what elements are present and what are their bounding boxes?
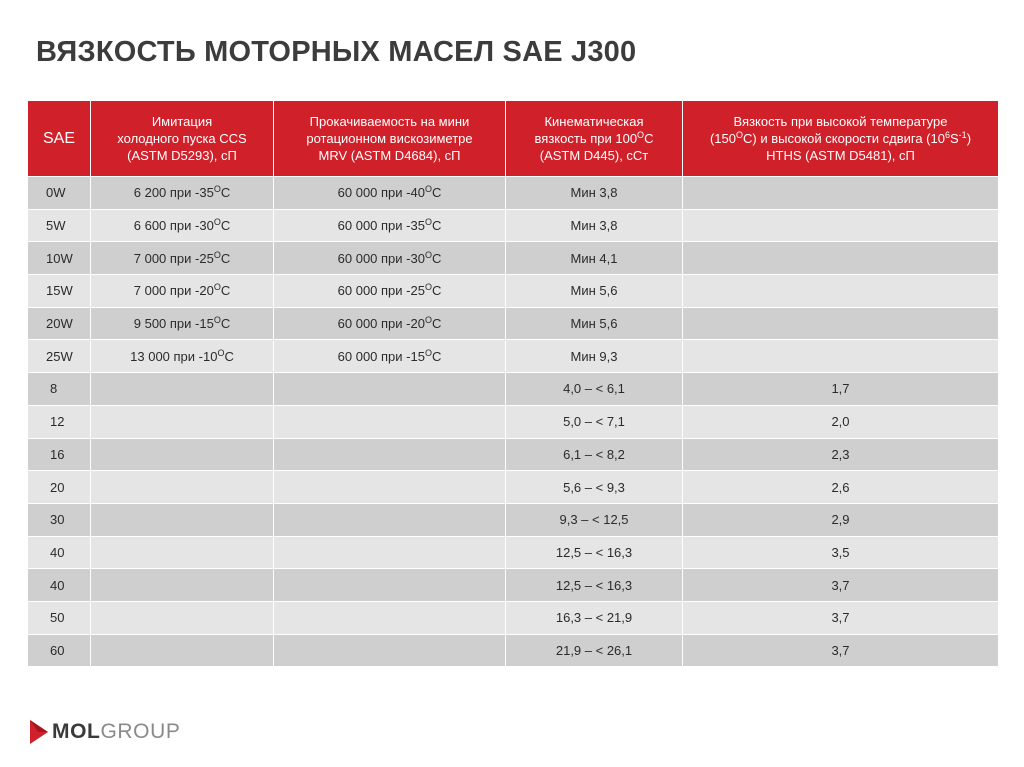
header-mrv-line2: ротационном вискозиметре xyxy=(306,131,473,146)
cell-sae: 15W xyxy=(28,275,91,308)
header-mrv xyxy=(274,101,506,177)
cell-ccs xyxy=(91,503,274,536)
cell-mrv xyxy=(274,503,506,536)
cell-kinematic: Мин 3,8 xyxy=(506,209,683,242)
cell-sae: 25W xyxy=(28,340,91,373)
header-kin-line2: вязкость при $100^ОС$ xyxy=(534,130,654,146)
cell-kinematic: 4,0 – < 6,1 xyxy=(506,373,683,406)
cell-sae: 10W xyxy=(28,242,91,275)
cell-mrv xyxy=(274,536,506,569)
cell-hths xyxy=(683,340,999,373)
logo-text-mol: MOL xyxy=(52,720,101,743)
table-row xyxy=(28,569,999,602)
cell-sae: 60 xyxy=(28,634,91,667)
viscosity-table xyxy=(27,100,999,667)
cell-hths: 3,5 xyxy=(683,536,999,569)
table-row xyxy=(28,536,999,569)
cell-hths xyxy=(683,275,999,308)
header-hths-line1: Вязкость при высокой температуре xyxy=(733,114,948,129)
header-mrv-line1: Прокачиваемость на мини xyxy=(309,114,470,129)
cell-mrv xyxy=(274,405,506,438)
cell-sae: 40 xyxy=(28,536,91,569)
header-hths xyxy=(683,101,999,177)
table-row xyxy=(28,503,999,536)
header-row xyxy=(28,101,999,177)
cell-sae: 20 xyxy=(28,471,91,504)
logo-arrow-icon xyxy=(30,720,48,744)
cell-ccs: 9 500 при $-15^ОС$ xyxy=(91,307,274,340)
cell-mrv: 60 000 при $-40^ОС$ xyxy=(274,177,506,210)
cell-sae: 30 xyxy=(28,503,91,536)
cell-kinematic: Мин 5,6 xyxy=(506,307,683,340)
cell-hths: 1,7 xyxy=(683,373,999,406)
table-row xyxy=(28,209,999,242)
molgroup-logo xyxy=(30,719,180,745)
table-row xyxy=(28,177,999,210)
cell-kinematic: Мин 5,6 xyxy=(506,275,683,308)
header-kin-line1: Кинематическая xyxy=(544,114,644,129)
table-row xyxy=(28,275,999,308)
cell-mrv xyxy=(274,634,506,667)
cell-kinematic: 12,5 – < 16,3 xyxy=(506,536,683,569)
table-row xyxy=(28,601,999,634)
cell-mrv: 60 000 при $-35^ОС$ xyxy=(274,209,506,242)
cell-mrv: 60 000 при $-25^ОС$ xyxy=(274,275,506,308)
cell-sae: 12 xyxy=(28,405,91,438)
cell-kinematic: 12,5 – < 16,3 xyxy=(506,569,683,602)
cell-hths: 3,7 xyxy=(683,601,999,634)
cell-mrv xyxy=(274,601,506,634)
cell-mrv xyxy=(274,373,506,406)
cell-mrv: 60 000 при $-15^ОС$ xyxy=(274,340,506,373)
cell-ccs: 7 000 при $-25^ОС$ xyxy=(91,242,274,275)
cell-kinematic: 21,9 – < 26,1 xyxy=(506,634,683,667)
cell-mrv xyxy=(274,438,506,471)
table-row xyxy=(28,471,999,504)
table-row xyxy=(28,242,999,275)
cell-kinematic: Мин 4,1 xyxy=(506,242,683,275)
cell-kinematic: 9,3 – < 12,5 xyxy=(506,503,683,536)
logo-text-group: GROUP xyxy=(100,720,181,743)
logo-text xyxy=(52,719,180,745)
cell-hths xyxy=(683,242,999,275)
cell-mrv: 60 000 при $-30^ОС$ xyxy=(274,242,506,275)
cell-ccs xyxy=(91,373,274,406)
header-kinematic xyxy=(506,101,683,177)
cell-sae: 5W xyxy=(28,209,91,242)
header-sae: SAE xyxy=(28,101,91,177)
cell-ccs: 6 200 при $-35^ОС$ xyxy=(91,177,274,210)
cell-sae: 50 xyxy=(28,601,91,634)
cell-kinematic: 5,0 – < 7,1 xyxy=(506,405,683,438)
cell-ccs xyxy=(91,471,274,504)
header-ccs xyxy=(91,101,274,177)
table-row xyxy=(28,634,999,667)
cell-mrv: 60 000 при $-20^ОС$ xyxy=(274,307,506,340)
cell-kinematic: Мин 3,8 xyxy=(506,177,683,210)
cell-sae: 8 xyxy=(28,373,91,406)
cell-hths: 2,6 xyxy=(683,471,999,504)
cell-sae: 16 xyxy=(28,438,91,471)
cell-mrv xyxy=(274,471,506,504)
table-row xyxy=(28,405,999,438)
header-ccs-line1: Имитация xyxy=(151,114,213,129)
cell-ccs: 6 600 при $-30^ОС$ xyxy=(91,209,274,242)
header-kin-line3: (ASTM D445), сСт xyxy=(539,148,649,163)
table-row xyxy=(28,340,999,373)
header-hths-line2: $(150^ОС)$ и высокой скорости сдвига $(10^6S^{-1})$ xyxy=(709,130,972,146)
cell-hths xyxy=(683,177,999,210)
cell-ccs xyxy=(91,405,274,438)
header-mrv-line3: MRV (ASTM D4684), сП xyxy=(318,148,461,163)
cell-hths: 3,7 xyxy=(683,569,999,602)
cell-hths: 2,0 xyxy=(683,405,999,438)
cell-sae: 40 xyxy=(28,569,91,602)
cell-hths: 2,9 xyxy=(683,503,999,536)
table-row xyxy=(28,307,999,340)
cell-kinematic: 5,6 – < 9,3 xyxy=(506,471,683,504)
cell-kinematic: 16,3 – < 21,9 xyxy=(506,601,683,634)
cell-kinematic: 6,1 – < 8,2 xyxy=(506,438,683,471)
cell-hths xyxy=(683,209,999,242)
cell-ccs xyxy=(91,536,274,569)
header-ccs-line2: холодного пуска CCS xyxy=(117,131,247,146)
page-title: ВЯЗКОСТЬ МОТОРНЫХ МАСЕЛ SAE J300 xyxy=(36,36,637,68)
header-ccs-line3: (ASTM D5293), сП xyxy=(127,148,237,163)
cell-hths: 2,3 xyxy=(683,438,999,471)
cell-ccs xyxy=(91,438,274,471)
cell-hths: 3,7 xyxy=(683,634,999,667)
cell-ccs xyxy=(91,601,274,634)
cell-kinematic: Мин 9,3 xyxy=(506,340,683,373)
cell-ccs: 13 000 при $-10^ОС$ xyxy=(91,340,274,373)
cell-sae: 20W xyxy=(28,307,91,340)
cell-ccs: 7 000 при $-20^ОС$ xyxy=(91,275,274,308)
cell-mrv xyxy=(274,569,506,602)
cell-ccs xyxy=(91,569,274,602)
table-row xyxy=(28,373,999,406)
cell-hths xyxy=(683,307,999,340)
table-row xyxy=(28,438,999,471)
header-hths-line3: HTHS (ASTM D5481), сП xyxy=(766,148,915,163)
cell-sae: 0W xyxy=(28,177,91,210)
table-body xyxy=(28,177,999,667)
cell-ccs xyxy=(91,634,274,667)
